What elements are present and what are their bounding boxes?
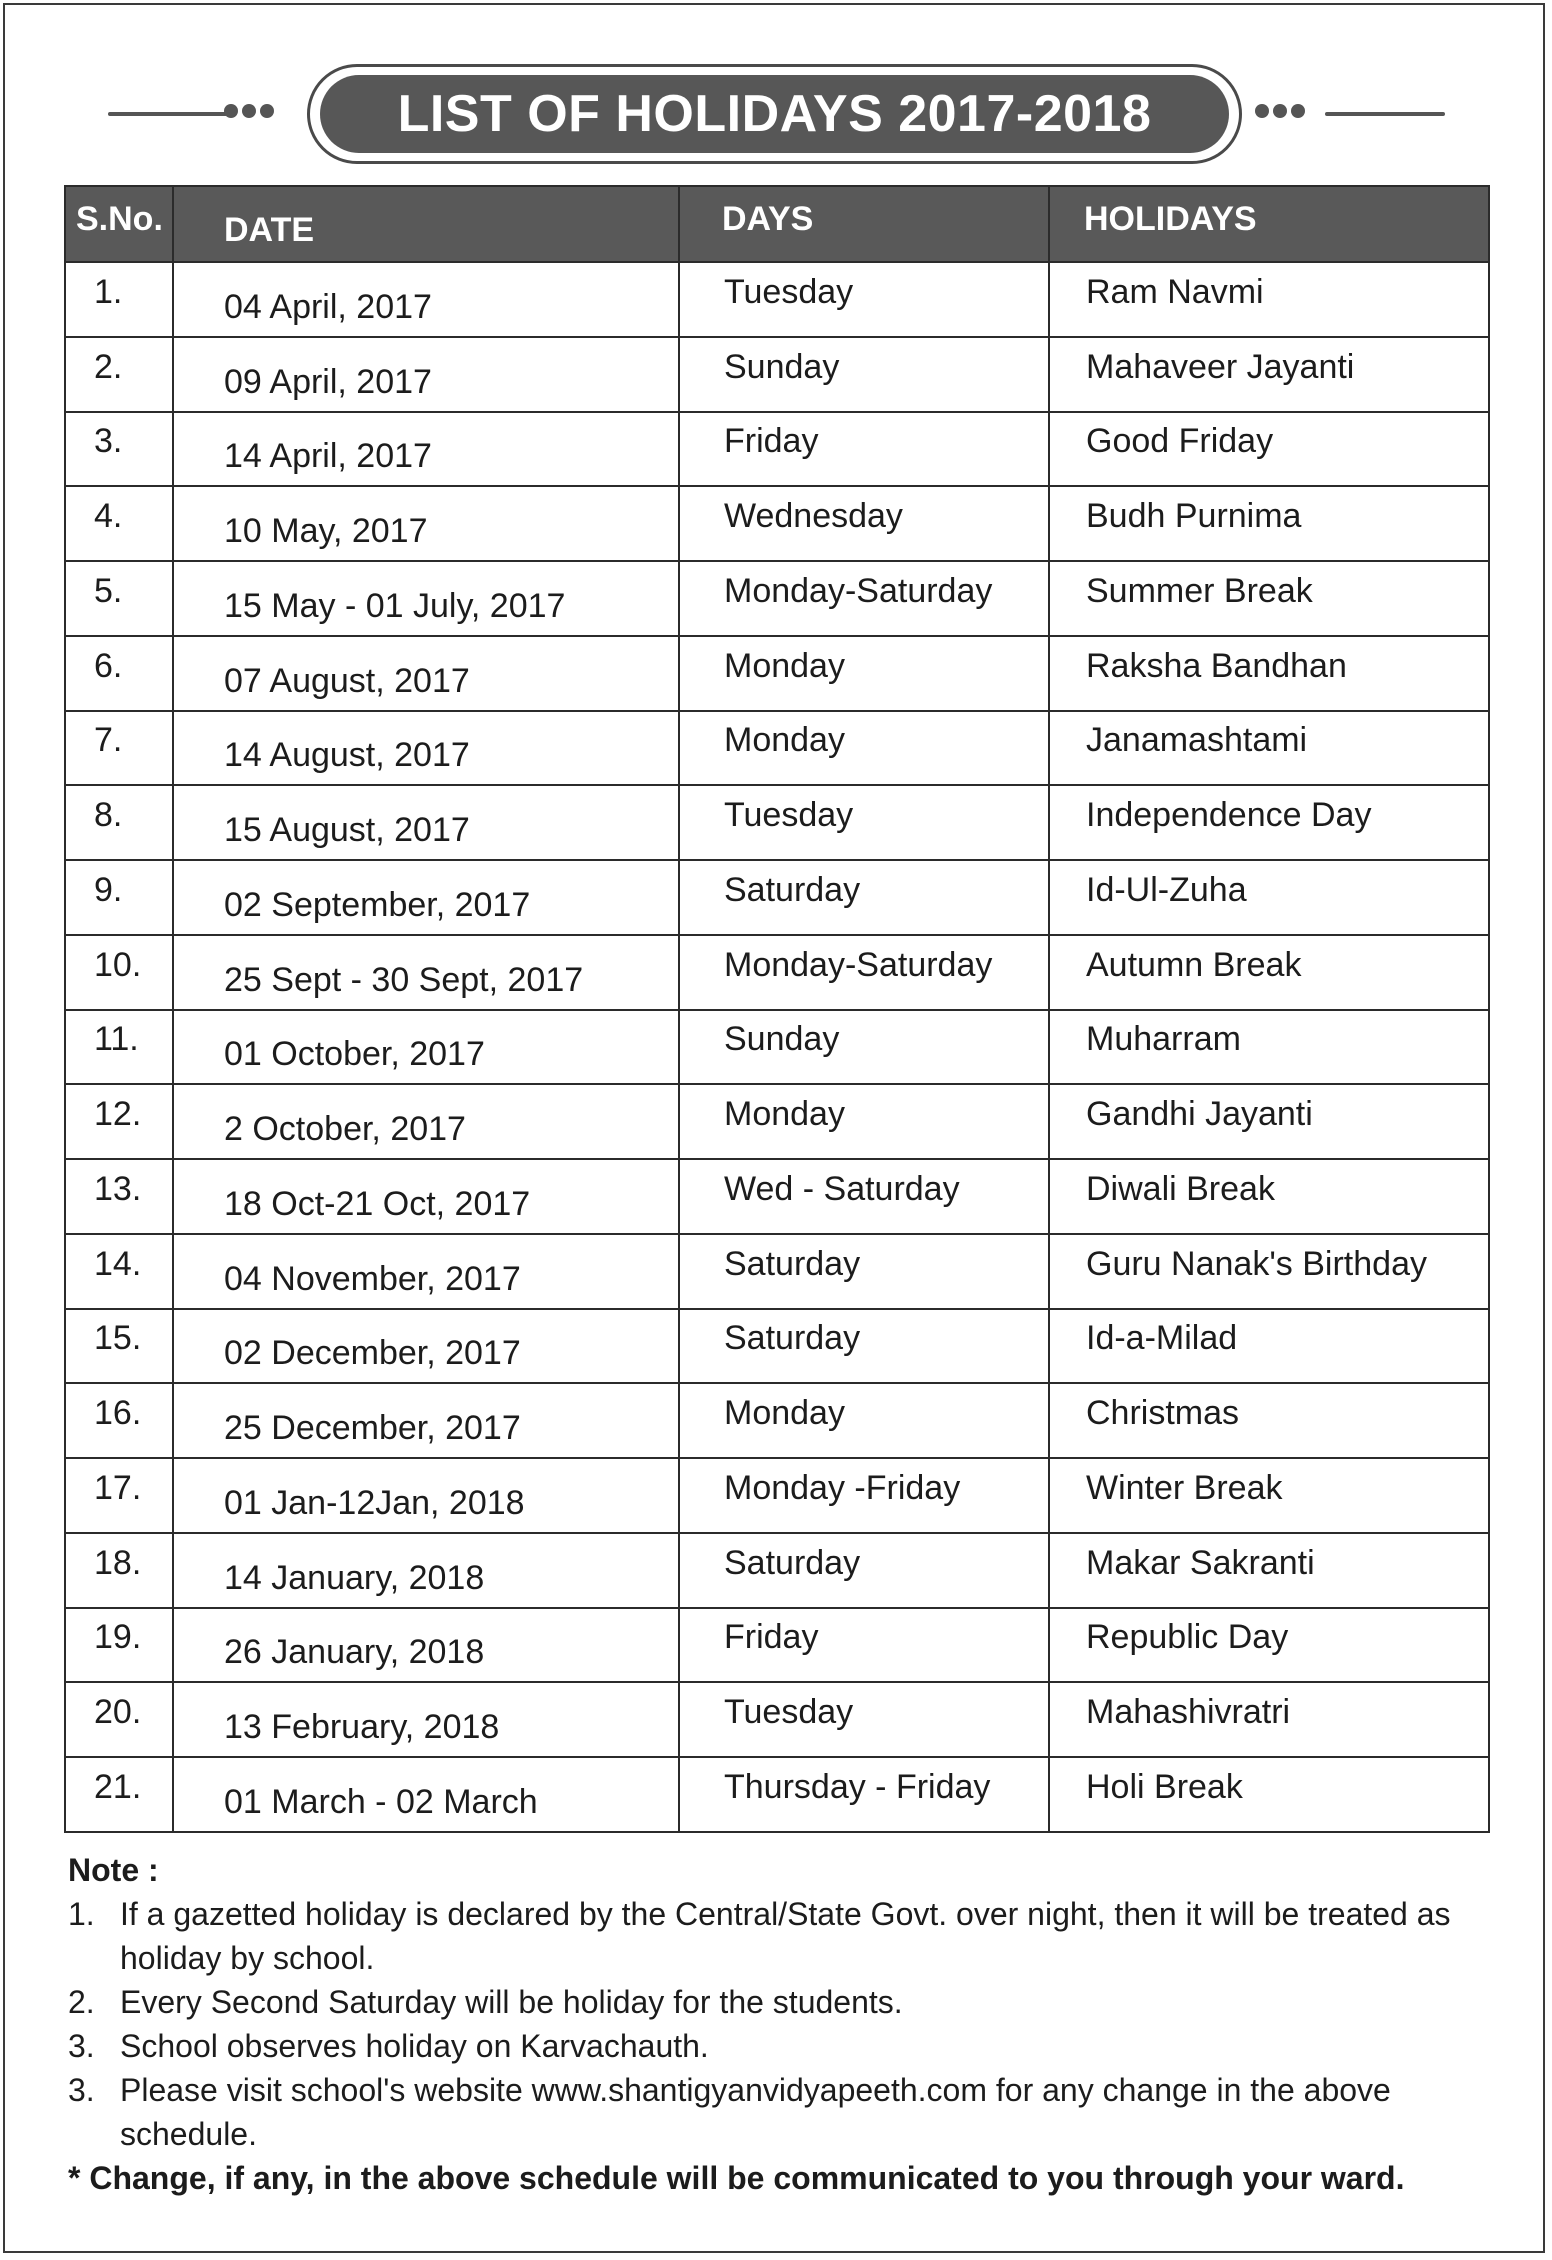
row-days-cell bbox=[679, 337, 1049, 412]
row-date: 01 October, 2017 bbox=[224, 1035, 485, 1074]
row-days-cell bbox=[679, 1159, 1049, 1234]
row-date: 25 December, 2017 bbox=[224, 1409, 521, 1448]
row-sno-cell bbox=[65, 337, 173, 412]
row-sno: 20. bbox=[94, 1693, 142, 1732]
table-row bbox=[65, 486, 1489, 561]
table-row bbox=[65, 860, 1489, 935]
row-days-cell bbox=[679, 711, 1049, 786]
row-date-cell bbox=[173, 1608, 679, 1683]
table-row bbox=[65, 1010, 1489, 1085]
row-days: Tuesday bbox=[724, 1693, 854, 1732]
row-date: 07 August, 2017 bbox=[224, 661, 470, 700]
row-date-cell bbox=[173, 1458, 679, 1533]
row-days: Saturday bbox=[724, 1543, 861, 1582]
row-days-cell bbox=[679, 1383, 1049, 1458]
row-holiday: Independence Day bbox=[1086, 796, 1372, 835]
row-holiday-cell bbox=[1049, 1458, 1489, 1533]
row-sno-cell bbox=[65, 1234, 173, 1309]
row-days-cell bbox=[679, 1309, 1049, 1384]
note-number: 3. bbox=[68, 2028, 95, 2064]
row-days-cell bbox=[679, 1533, 1049, 1608]
row-sno-cell bbox=[65, 561, 173, 636]
row-date-cell bbox=[173, 1234, 679, 1309]
row-days-cell bbox=[679, 262, 1049, 337]
row-holiday-cell bbox=[1049, 1234, 1489, 1309]
row-sno-cell bbox=[65, 1458, 173, 1533]
row-date-cell bbox=[173, 1682, 679, 1757]
table-row bbox=[65, 785, 1489, 860]
row-date-cell bbox=[173, 1757, 679, 1832]
row-sno-cell bbox=[65, 1533, 173, 1608]
row-days: Wed - Saturday bbox=[724, 1169, 960, 1208]
row-sno-cell bbox=[65, 1309, 173, 1384]
row-date-cell bbox=[173, 1159, 679, 1234]
row-date: 04 November, 2017 bbox=[224, 1259, 521, 1298]
row-date: 02 September, 2017 bbox=[224, 885, 531, 924]
title-banner bbox=[0, 60, 1552, 170]
row-holiday-cell bbox=[1049, 1084, 1489, 1159]
row-date-cell bbox=[173, 860, 679, 935]
row-sno-cell bbox=[65, 1383, 173, 1458]
row-sno: 8. bbox=[94, 796, 123, 835]
row-days-cell bbox=[679, 935, 1049, 1010]
row-days: Saturday bbox=[724, 1244, 861, 1283]
row-sno: 15. bbox=[94, 1319, 142, 1358]
notes-section bbox=[68, 1848, 1508, 2200]
row-days-cell bbox=[679, 486, 1049, 561]
row-days-cell bbox=[679, 785, 1049, 860]
row-date: 2 October, 2017 bbox=[224, 1110, 466, 1149]
row-date-cell bbox=[173, 262, 679, 337]
row-date-cell bbox=[173, 1309, 679, 1384]
row-holiday: Makar Sakranti bbox=[1086, 1543, 1315, 1582]
column-header-holidays: HOLIDAYS bbox=[1049, 186, 1489, 262]
row-date: 01 Jan-12Jan, 2018 bbox=[224, 1483, 525, 1522]
holiday-table bbox=[64, 185, 1490, 1833]
row-days: Monday bbox=[724, 646, 845, 685]
row-date: 15 May - 01 July, 2017 bbox=[224, 586, 566, 625]
column-header-sno: S.No. bbox=[65, 186, 173, 262]
row-holiday: Autumn Break bbox=[1086, 945, 1302, 984]
row-date: 14 August, 2017 bbox=[224, 736, 470, 775]
row-sno: 3. bbox=[94, 422, 123, 461]
row-date-cell bbox=[173, 561, 679, 636]
row-holiday: Id-a-Milad bbox=[1086, 1319, 1238, 1358]
row-holiday-cell bbox=[1049, 486, 1489, 561]
row-holiday-cell bbox=[1049, 1309, 1489, 1384]
row-sno: 2. bbox=[94, 347, 123, 386]
row-date: 14 January, 2018 bbox=[224, 1558, 485, 1597]
row-date-cell bbox=[173, 486, 679, 561]
row-days-cell bbox=[679, 860, 1049, 935]
row-sno: 19. bbox=[94, 1618, 142, 1657]
row-sno: 14. bbox=[94, 1244, 142, 1283]
row-days-cell bbox=[679, 1458, 1049, 1533]
note-number: 1. bbox=[68, 1896, 95, 1932]
row-sno: 4. bbox=[94, 497, 123, 536]
row-date: 18 Oct-21 Oct, 2017 bbox=[224, 1184, 531, 1223]
row-days: Monday bbox=[724, 721, 845, 760]
row-days-cell bbox=[679, 412, 1049, 487]
row-sno: 6. bbox=[94, 646, 123, 685]
table-row bbox=[65, 262, 1489, 337]
row-holiday: Holi Break bbox=[1086, 1768, 1243, 1806]
row-sno: 5. bbox=[94, 571, 123, 610]
row-days-cell bbox=[679, 1608, 1049, 1683]
notes-title: Note : bbox=[68, 1852, 159, 1888]
row-sno: 17. bbox=[94, 1468, 142, 1507]
row-sno: 11. bbox=[94, 1020, 139, 1059]
row-sno: 10. bbox=[94, 945, 142, 984]
row-date-cell bbox=[173, 935, 679, 1010]
table-row bbox=[65, 1608, 1489, 1683]
row-holiday: Janamashtami bbox=[1086, 721, 1308, 760]
row-holiday: Raksha Bandhan bbox=[1086, 646, 1347, 685]
table-row bbox=[65, 1757, 1489, 1832]
row-sno: 18. bbox=[94, 1543, 142, 1582]
row-days: Sunday bbox=[724, 347, 840, 386]
row-days: Monday -Friday bbox=[724, 1468, 961, 1507]
row-days: Wednesday bbox=[724, 497, 903, 536]
row-holiday-cell bbox=[1049, 561, 1489, 636]
row-sno-cell bbox=[65, 1757, 173, 1832]
row-holiday: Gandhi Jayanti bbox=[1086, 1095, 1313, 1134]
row-holiday: Winter Break bbox=[1086, 1468, 1283, 1507]
table-row bbox=[65, 337, 1489, 412]
row-sno-cell bbox=[65, 935, 173, 1010]
row-date-cell bbox=[173, 1383, 679, 1458]
row-days: Saturday bbox=[724, 1319, 861, 1358]
decorative-rule-right bbox=[1325, 112, 1445, 116]
note-item bbox=[68, 1980, 1508, 2024]
decorative-dots-right bbox=[1255, 104, 1305, 118]
note-text: School observes holiday on Karvachauth. bbox=[120, 2028, 709, 2064]
row-sno: 9. bbox=[94, 870, 123, 909]
row-holiday-cell bbox=[1049, 1757, 1489, 1832]
row-holiday-cell bbox=[1049, 860, 1489, 935]
row-holiday: Mahashivratri bbox=[1086, 1693, 1291, 1732]
row-date: 01 March - 02 March bbox=[224, 1783, 538, 1821]
row-days: Monday bbox=[724, 1095, 845, 1134]
row-sno: 13. bbox=[94, 1169, 142, 1208]
row-sno-cell bbox=[65, 1010, 173, 1085]
row-holiday: Mahaveer Jayanti bbox=[1086, 347, 1355, 386]
row-holiday: Ram Navmi bbox=[1086, 272, 1264, 311]
note-text: If a gazetted holiday is declared by the Central/State Govt. over night, then it will be treated as holiday by school. bbox=[120, 1896, 1451, 1976]
row-days: Thursday - Friday bbox=[724, 1768, 991, 1806]
row-date: 25 Sept - 30 Sept, 2017 bbox=[224, 960, 584, 999]
row-date-cell bbox=[173, 785, 679, 860]
note-number: 3. bbox=[68, 2072, 95, 2108]
row-days: Friday bbox=[724, 1618, 819, 1657]
note-number: 2. bbox=[68, 1984, 95, 2020]
row-days: Saturday bbox=[724, 870, 861, 909]
row-date: 26 January, 2018 bbox=[224, 1633, 485, 1672]
row-days: Tuesday bbox=[724, 796, 854, 835]
page-title: LIST OF HOLIDAYS 2017-2018 bbox=[320, 75, 1229, 153]
table-header-row bbox=[65, 186, 1489, 262]
row-holiday-cell bbox=[1049, 935, 1489, 1010]
row-holiday-cell bbox=[1049, 412, 1489, 487]
row-holiday: Republic Day bbox=[1086, 1618, 1289, 1657]
row-days: Monday-Saturday bbox=[724, 945, 993, 984]
table-row bbox=[65, 1682, 1489, 1757]
row-date: 02 December, 2017 bbox=[224, 1334, 521, 1373]
row-holiday: Muharram bbox=[1086, 1020, 1241, 1059]
row-days-cell bbox=[679, 561, 1049, 636]
row-holiday-cell bbox=[1049, 711, 1489, 786]
table-row bbox=[65, 636, 1489, 711]
row-sno-cell bbox=[65, 1608, 173, 1683]
decorative-rule-left bbox=[108, 112, 228, 116]
footer-notice: * Change, if any, in the above schedule will be communicated to you through your ward. bbox=[68, 2160, 1405, 2196]
note-text: Please visit school's website www.shantigyanvidyapeeth.com for any change in the above schedule. bbox=[120, 2072, 1391, 2152]
row-days-cell bbox=[679, 1682, 1049, 1757]
table-row bbox=[65, 561, 1489, 636]
column-header-days: DAYS bbox=[679, 186, 1049, 262]
row-days-cell bbox=[679, 1757, 1049, 1832]
table-row bbox=[65, 1084, 1489, 1159]
row-date-cell bbox=[173, 1533, 679, 1608]
row-days-cell bbox=[679, 1084, 1049, 1159]
row-date: 10 May, 2017 bbox=[224, 512, 428, 551]
row-holiday-cell bbox=[1049, 785, 1489, 860]
column-header-date: DATE bbox=[173, 186, 679, 262]
row-holiday: Good Friday bbox=[1086, 422, 1274, 461]
table-row bbox=[65, 1383, 1489, 1458]
row-holiday-cell bbox=[1049, 1383, 1489, 1458]
row-holiday: Guru Nanak's Birthday bbox=[1086, 1244, 1427, 1283]
row-date-cell bbox=[173, 412, 679, 487]
table-row bbox=[65, 935, 1489, 1010]
row-holiday: Summer Break bbox=[1086, 571, 1313, 610]
row-sno: 1. bbox=[94, 272, 123, 311]
row-holiday-cell bbox=[1049, 1533, 1489, 1608]
row-sno-cell bbox=[65, 636, 173, 711]
row-date: 13 February, 2018 bbox=[224, 1708, 500, 1747]
row-holiday-cell bbox=[1049, 1010, 1489, 1085]
row-date-cell bbox=[173, 711, 679, 786]
row-date: 04 April, 2017 bbox=[224, 287, 432, 326]
note-item bbox=[68, 1892, 1508, 1980]
table-row bbox=[65, 1458, 1489, 1533]
row-holiday-cell bbox=[1049, 1608, 1489, 1683]
row-sno-cell bbox=[65, 1084, 173, 1159]
row-date: 15 August, 2017 bbox=[224, 811, 470, 850]
table-row bbox=[65, 1309, 1489, 1384]
row-sno: 12. bbox=[94, 1095, 142, 1134]
row-days-cell bbox=[679, 1010, 1049, 1085]
row-days: Friday bbox=[724, 422, 819, 461]
row-sno-cell bbox=[65, 412, 173, 487]
row-sno-cell bbox=[65, 1682, 173, 1757]
row-days-cell bbox=[679, 1234, 1049, 1309]
row-days: Sunday bbox=[724, 1020, 840, 1059]
note-item bbox=[68, 2068, 1508, 2156]
table-row bbox=[65, 1533, 1489, 1608]
row-sno-cell bbox=[65, 860, 173, 935]
row-date: 09 April, 2017 bbox=[224, 362, 432, 401]
note-text: Every Second Saturday will be holiday for the students. bbox=[120, 1984, 903, 2020]
row-days-cell bbox=[679, 636, 1049, 711]
row-holiday-cell bbox=[1049, 1159, 1489, 1234]
row-sno-cell bbox=[65, 262, 173, 337]
row-sno-cell bbox=[65, 711, 173, 786]
row-date: 14 April, 2017 bbox=[224, 437, 432, 476]
row-sno-cell bbox=[65, 785, 173, 860]
row-date-cell bbox=[173, 337, 679, 412]
row-holiday-cell bbox=[1049, 636, 1489, 711]
row-date-cell bbox=[173, 1084, 679, 1159]
row-sno: 16. bbox=[94, 1394, 142, 1433]
row-sno-cell bbox=[65, 486, 173, 561]
row-sno: 7. bbox=[94, 721, 123, 760]
row-days: Tuesday bbox=[724, 272, 854, 311]
row-sno-cell bbox=[65, 1159, 173, 1234]
row-date-cell bbox=[173, 636, 679, 711]
row-holiday-cell bbox=[1049, 337, 1489, 412]
decorative-dots-left bbox=[224, 104, 274, 118]
table-row bbox=[65, 1159, 1489, 1234]
row-sno: 21. bbox=[94, 1768, 142, 1806]
row-days: Monday-Saturday bbox=[724, 571, 993, 610]
note-item bbox=[68, 2024, 1508, 2068]
row-holiday-cell bbox=[1049, 262, 1489, 337]
row-date-cell bbox=[173, 1010, 679, 1085]
table-row bbox=[65, 1234, 1489, 1309]
table-row bbox=[65, 412, 1489, 487]
row-holiday: Budh Purnima bbox=[1086, 497, 1302, 536]
row-holiday: Diwali Break bbox=[1086, 1169, 1275, 1208]
row-days: Monday bbox=[724, 1394, 845, 1433]
row-holiday-cell bbox=[1049, 1682, 1489, 1757]
notes-list bbox=[68, 1892, 1508, 2156]
table-row bbox=[65, 711, 1489, 786]
row-holiday: Id-Ul-Zuha bbox=[1086, 870, 1247, 909]
row-holiday: Christmas bbox=[1086, 1394, 1240, 1433]
